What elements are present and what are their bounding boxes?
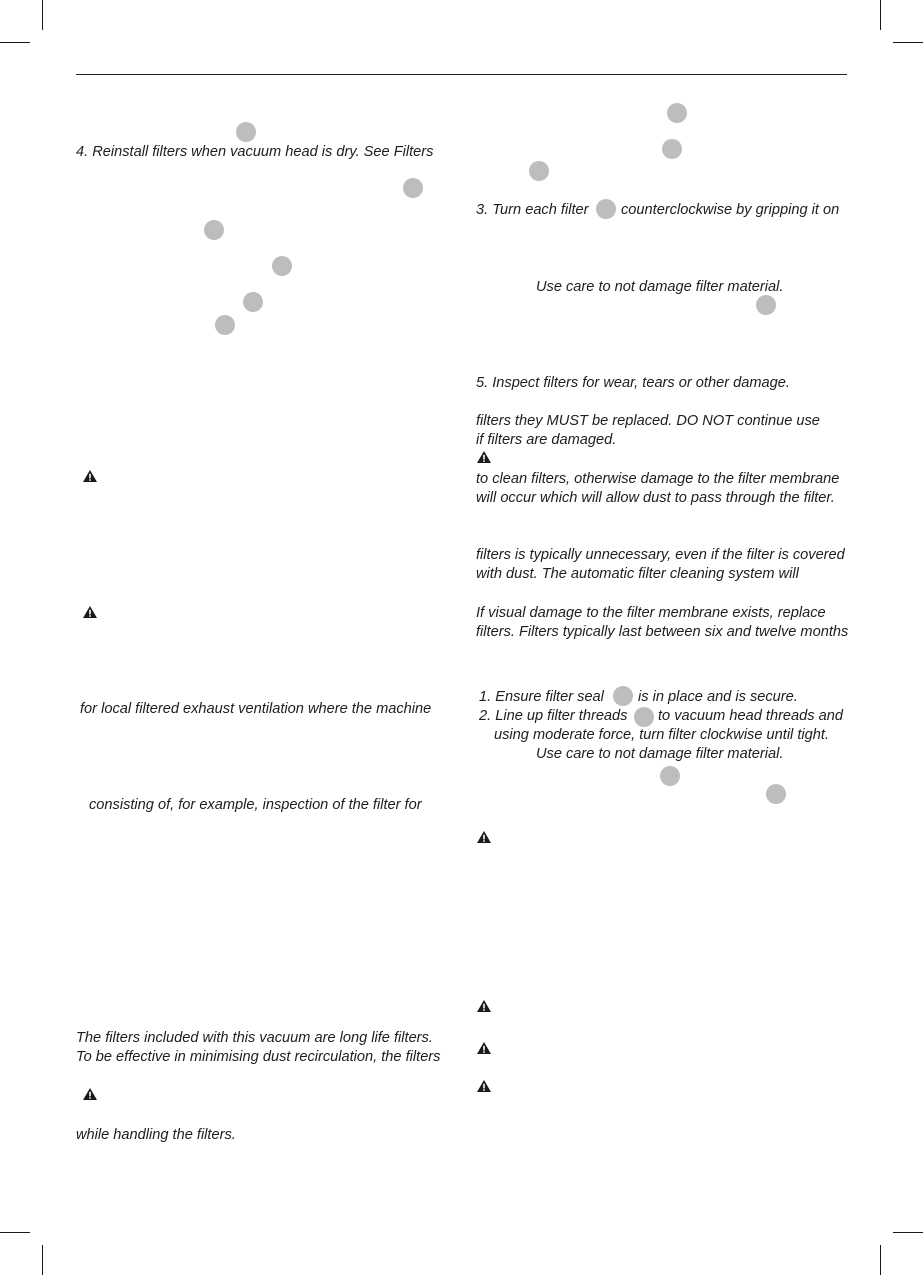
crop-mark xyxy=(0,42,30,43)
membrane-line-2: will occur which will allow dust to pass through the filter. xyxy=(476,490,835,506)
callout-marker xyxy=(204,220,224,240)
crop-mark xyxy=(0,1232,30,1233)
warning-triangle-icon xyxy=(83,1088,97,1100)
membrane-line-1: to clean filters, otherwise damage to the filter membrane xyxy=(476,471,840,487)
typically-line-2: with dust. The automatic filter cleaning system will xyxy=(476,566,799,582)
caution-line-2: Use care to not damage filter material. xyxy=(536,746,784,762)
warning-triangle-icon xyxy=(477,1042,491,1054)
typically-line-1: filters is typically unnecessary, even if the filter is covered xyxy=(476,547,845,563)
callout-marker xyxy=(660,766,680,786)
callout-marker xyxy=(236,122,256,142)
install-step-2-line-2: using moderate force, turn filter clockwise until tight. xyxy=(494,727,829,743)
warning-triangle-icon xyxy=(477,1080,491,1092)
crop-mark xyxy=(42,1245,43,1275)
visual-damage-line-1: If visual damage to the filter membrane exists, replace xyxy=(476,605,826,621)
crop-mark xyxy=(880,0,881,30)
crop-mark xyxy=(42,0,43,30)
callout-marker xyxy=(613,686,633,706)
warning-triangle-icon xyxy=(477,831,491,843)
reinstall-line: 4. Reinstall filters when vacuum head is dry. See Filters xyxy=(76,144,434,160)
crop-mark xyxy=(893,42,923,43)
step-3-line: 3. Turn each filter xyxy=(476,202,589,218)
replace-line-2: if filters are damaged. xyxy=(476,432,617,448)
warning-triangle-icon xyxy=(477,1000,491,1012)
callout-marker xyxy=(634,707,654,727)
visual-damage-line-2: filters. Filters typically last between six and twelve months xyxy=(476,624,849,640)
handling-line: while handling the filters. xyxy=(76,1127,236,1143)
warning-triangle-icon xyxy=(477,451,491,463)
step-5-line: 5. Inspect filters for wear, tears or other damage. xyxy=(476,375,790,391)
effective-line: To be effective in minimising dust recirculation, the filters xyxy=(76,1049,441,1065)
caution-line: Use care to not damage filter material. xyxy=(536,279,784,295)
consisting-line: consisting of, for example, inspection of the filter for xyxy=(89,797,422,813)
install-step-1: 1. Ensure filter seal xyxy=(479,689,604,705)
callout-marker xyxy=(667,103,687,123)
exhaust-line: for local filtered exhaust ventilation where the machine xyxy=(80,701,432,717)
replace-line-1: filters they MUST be replaced. DO NOT continue use xyxy=(476,413,820,429)
install-step-2-continued: to vacuum head threads and xyxy=(658,708,843,724)
callout-marker xyxy=(215,315,235,335)
warning-triangle-icon xyxy=(83,606,97,618)
callout-marker xyxy=(766,784,786,804)
install-step-2: 2. Line up filter threads xyxy=(479,708,628,724)
callout-marker xyxy=(529,161,549,181)
callout-marker xyxy=(756,295,776,315)
install-step-1-continued: is in place and is secure. xyxy=(638,689,798,705)
callout-marker xyxy=(596,199,616,219)
warning-triangle-icon xyxy=(83,470,97,482)
step-3-continued: counterclockwise by gripping it on xyxy=(621,202,840,218)
callout-marker xyxy=(662,139,682,159)
long-life-line: The filters included with this vacuum are long life filters. xyxy=(76,1030,433,1046)
callout-marker xyxy=(272,256,292,276)
callout-marker xyxy=(243,292,263,312)
crop-mark xyxy=(880,1245,881,1275)
callout-marker xyxy=(403,178,423,198)
crop-mark xyxy=(893,1232,923,1233)
header-rule xyxy=(76,74,847,75)
